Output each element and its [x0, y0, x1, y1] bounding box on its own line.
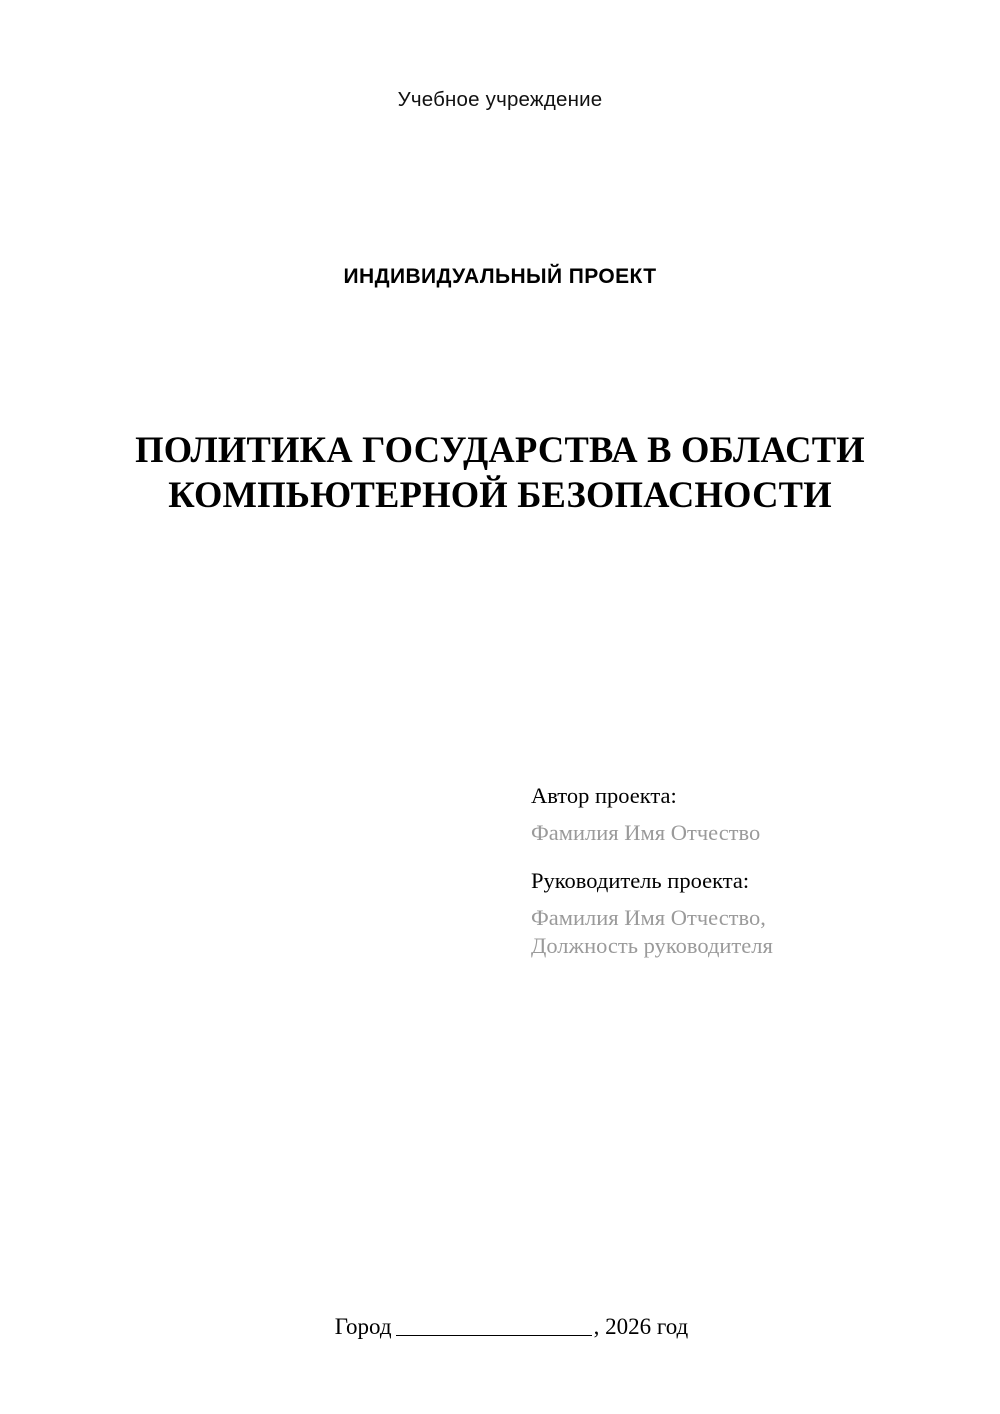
footer-city-year: [0, 1288, 1000, 1366]
supervisor-label: Руководитель проекта:: [531, 868, 750, 893]
year-text: , 2026 год: [593, 1314, 689, 1339]
document-kind: ИНДИВИДУАЛЬНЫЙ ПРОЕКТ: [343, 265, 657, 288]
author-block: [531, 785, 931, 844]
supervisor-name-placeholder: Фамилия Имя Отчество,: [531, 904, 766, 930]
author-name-placeholder: Фамилия Имя Отчество: [531, 819, 761, 845]
city-label: Город: [334, 1314, 392, 1339]
institution-name: Учебное учреждение: [397, 88, 603, 111]
credits-block: [531, 785, 931, 958]
city-blank-line: [396, 1319, 592, 1336]
author-label: Автор проекта:: [531, 783, 677, 808]
page-title: ПОЛИТИКА ГОСУДАРСТВА В ОБЛАСТИ КОМПЬЮТЕРНОЙ БЕЗОПАСНОСТИ: [135, 429, 865, 515]
supervisor-position-placeholder: Должность руководителя: [531, 933, 773, 958]
supervisor-block: [531, 870, 931, 958]
